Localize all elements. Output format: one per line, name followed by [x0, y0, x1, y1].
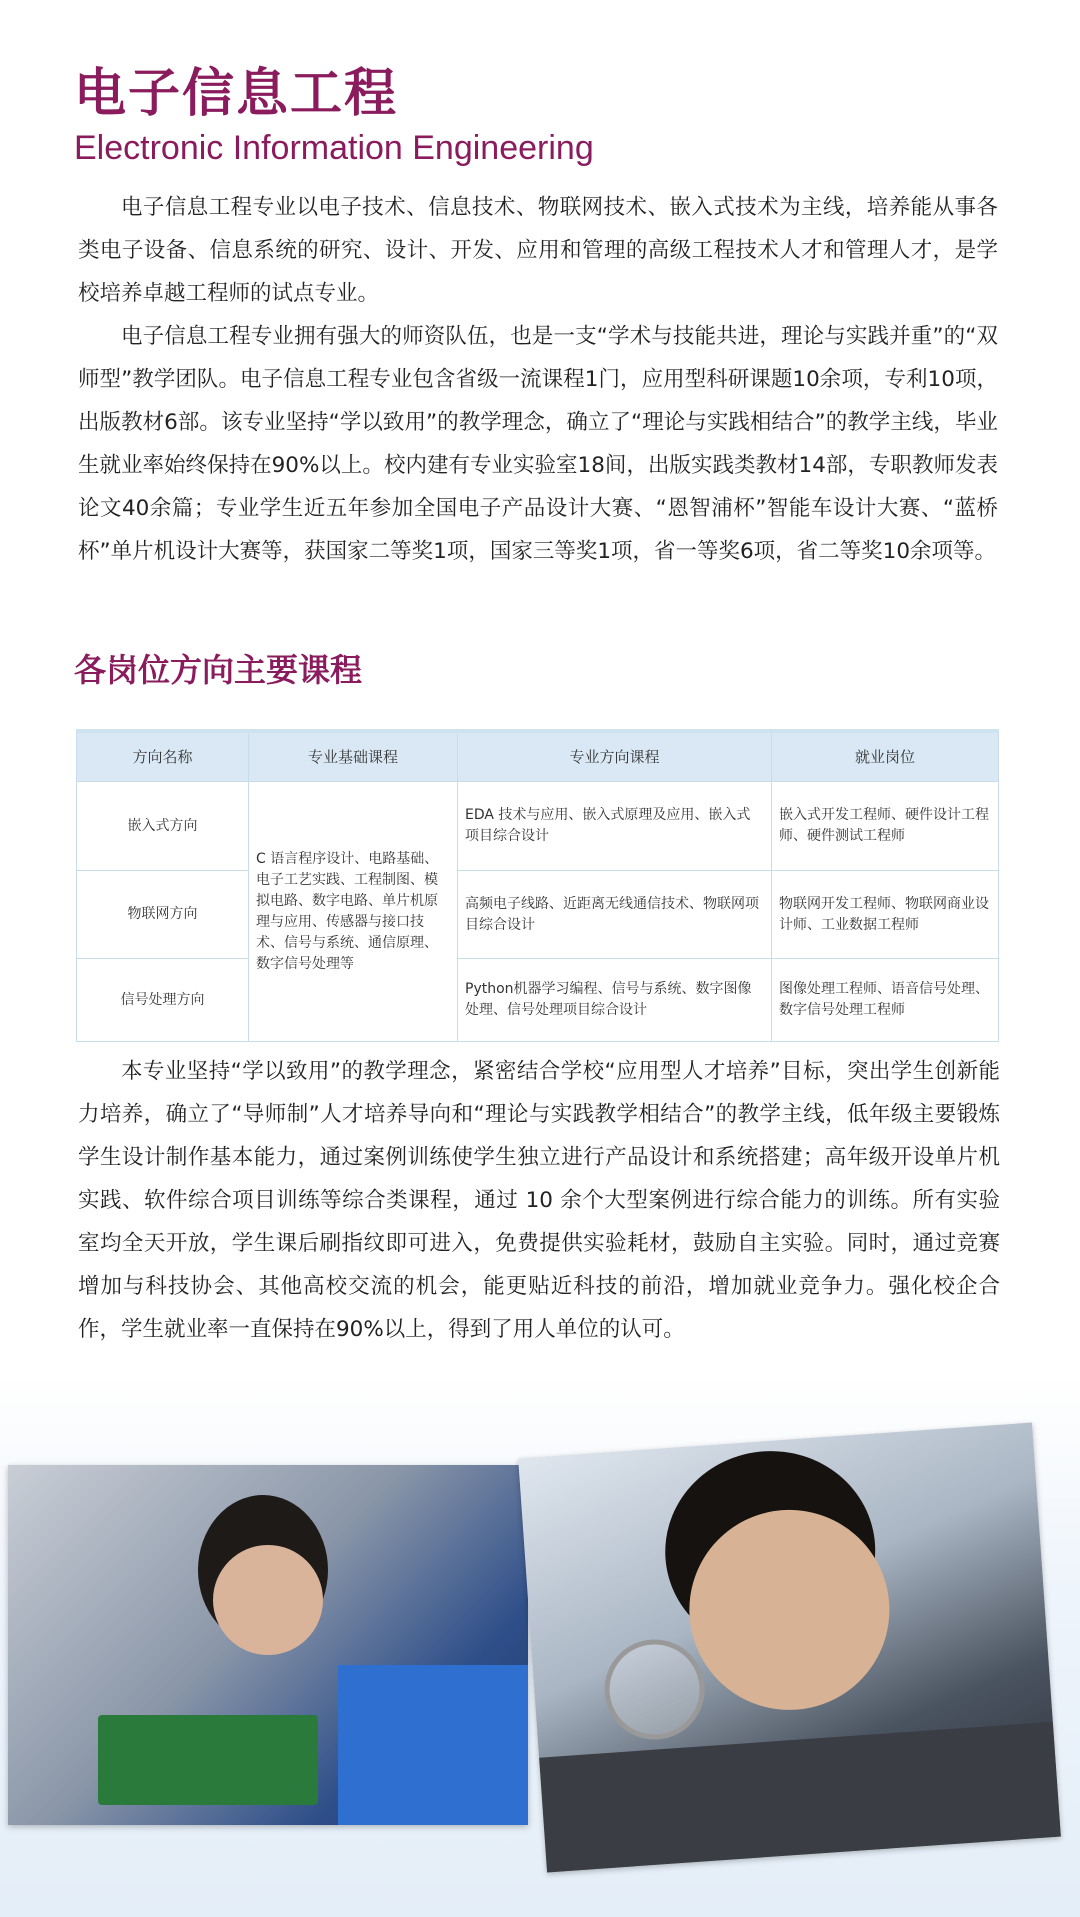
courses-cell: 高频电子线路、近距离无线通信技术、物联网项目综合设计: [458, 871, 772, 959]
courses-cell: EDA 技术与应用、嵌入式原理及应用、嵌入式项目综合设计: [458, 782, 772, 871]
page-title-cn: 电子信息工程: [74, 64, 399, 124]
section-title: 各岗位方向主要课程: [74, 651, 363, 689]
equipment-case: [338, 1665, 528, 1825]
direction-cell: 嵌入式方向: [77, 782, 249, 871]
body-paragraph: 本专业坚持“学以致用”的教学理念，紧密结合学校“应用型人才培养”目标，突出学生创新能力培养，确立了“导师制”人才培养导向和“理论与实践教学相结合”的教学主线，低年级主要锻炼学生设计制作基本能力，通过案例训练使学生独立进行产品设计和系统搭建；高年级开设单片机实践、软件综合项目训练等综合类课程，通过 10 余个大型案例进行综合能力的训练。所有实验室均全天开放，学生课后刷指纹即可进入，免费提供实验耗材，鼓励自主实验。同时，通过竞赛增加与科技协会、其他高校交流的机会，能更贴近科技的前沿，增加就业竞争力。强化校企合作，学生就业率一直保持在90%以上，得到了用人单位的认可。: [78, 1059, 1000, 1342]
header-foundation: 专业基础课程: [249, 731, 458, 782]
foundation-cell: C 语言程序设计、电路基础、电子工艺实践、工程制图、模拟电路、数字电路、单片机原理与应用、传感器与接口技术、信号与系统、通信原理、数字信号处理等: [249, 782, 458, 1042]
header-jobs: 就业岗位: [772, 731, 999, 782]
magnifier-lamp: [601, 1636, 708, 1743]
circuit-board: [98, 1715, 318, 1805]
table-row: [77, 782, 999, 871]
intro-paragraph-1: 电子信息工程专业以电子技术、信息技术、物联网技术、嵌入式技术为主线，培养能从事各类电子设备、信息系统的研究、设计、开发、应用和管理的高级工程技术人才和管理人才，是学校培养卓越工程师的试点专业。: [78, 195, 998, 306]
table-row: [77, 871, 999, 959]
direction-cell: 物联网方向: [77, 871, 249, 959]
page-title-en: Electronic Information Engineering: [74, 129, 594, 167]
intro-paragraph-2: 电子信息工程专业拥有强大的师资队伍，也是一支“学术与技能共进，理论与实践并重”的“双师型”教学团队。电子信息工程专业包含省级一流课程1门，应用型科研课题10余项，专利10项，出版教材6部。该专业坚持“学以致用”的教学理念，确立了“理论与实践相结合”的教学主线，毕业生就业率始终保持在90%以上。校内建有专业实验室18间，出版实践类教材14部，专职教师发表论文40余篇；专业学生近五年参加全国电子产品设计大赛、“恩智浦杯”智能车设计大赛、“蓝桥杯”单片机设计大赛等，获国家二等奖1项，国家三等奖1项，省一等奖6项，省二等奖10余项等。: [78, 324, 998, 564]
direction-cell: 信号处理方向: [77, 959, 249, 1042]
lab-photo-right: [518, 1423, 1061, 1873]
jobs-cell: 嵌入式开发工程师、硬件设计工程师、硬件测试工程师: [772, 782, 999, 871]
lab-photo-left: [8, 1465, 528, 1825]
jobs-cell: 图像处理工程师、语音信号处理、数字信号处理工程师: [772, 959, 999, 1042]
jobs-cell: 物联网开发工程师、物联网商业设计师、工业数据工程师: [772, 871, 999, 959]
courses-cell: Python机器学习编程、信号与系统、数字图像处理、信号处理项目综合设计: [458, 959, 772, 1042]
course-table: [76, 729, 999, 1042]
table-header-row: [77, 731, 999, 782]
intro-section: [78, 186, 998, 573]
table-row: [77, 959, 999, 1042]
body-section: [78, 1050, 1000, 1351]
header-courses: 专业方向课程: [458, 731, 772, 782]
student-face-left: [213, 1545, 323, 1655]
header-direction: 方向名称: [77, 731, 249, 782]
